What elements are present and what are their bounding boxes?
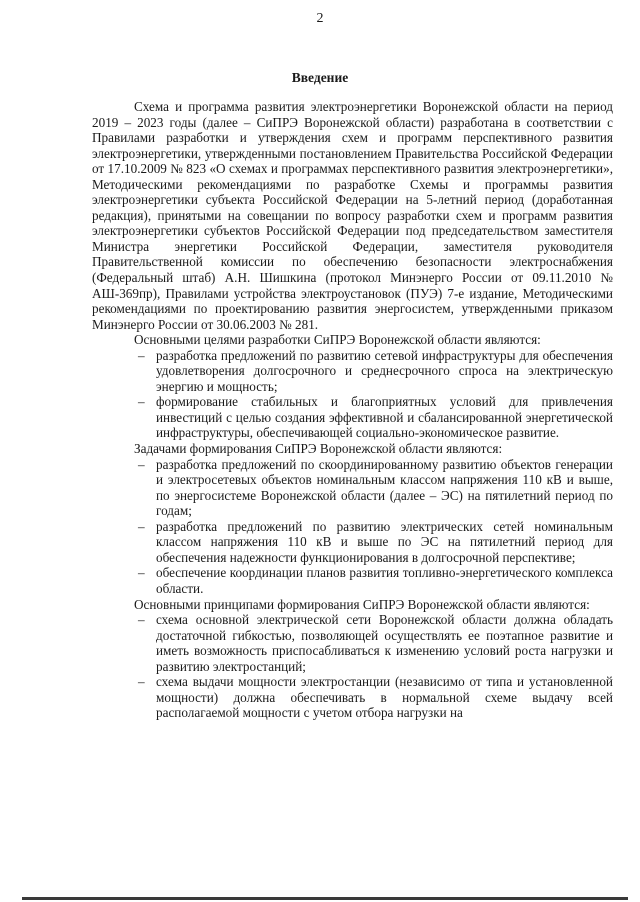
list-item: – разработка предложений по развитию сетевой инфраструктуры для обеспечения удовлетворения долгосрочного и среднесрочного спроса на электрическую энергию и мощность; bbox=[92, 348, 613, 395]
tasks-lead: Задачами формирования СиПРЭ Воронежской области являются: bbox=[134, 441, 503, 457]
list-item: – обеспечение координации планов развития топливно-энергетического комплекса области. bbox=[92, 565, 613, 596]
page-number: 2 bbox=[316, 11, 324, 26]
list-item: – формирование стабильных и благоприятных условий для привлечения инвестиций с целью создания эффективной и сбалансированной энергетической инфраструктуры, обеспечивающей социально-экономическое развитие. bbox=[92, 394, 613, 441]
goals-lead: Основными целями разработки СиПРЭ Воронежской области являются: bbox=[134, 332, 541, 348]
list-item: – схема выдачи мощности электростанции (независимо от типа и установленной мощности) должна обеспечивать в нормальной схеме выдачу всей располагаемой мощности с учетом отбора нагрузки на bbox=[92, 674, 613, 721]
bottom-border-line bbox=[22, 897, 628, 900]
document-body bbox=[92, 99, 613, 721]
list-item: – разработка предложений по скоординированному развитию объектов генерации и электросетевых объектов номинальным классом напряжения 110 кВ и выше, по энергосистеме Воронежской области (далее – ЭС) на пятилетний период по годам; bbox=[92, 457, 613, 519]
principles-lead: Основными принципами формирования СиПРЭ Воронежской области являются: bbox=[134, 596, 590, 612]
list-item: – разработка предложений по развитию электрических сетей номинальным классом напряжения 110 кВ и выше по ЭС на пятилетний период для обеспечения надежности функционирования в долгосрочной перспективе; bbox=[92, 519, 613, 566]
principles-list bbox=[92, 612, 613, 721]
goals-list bbox=[92, 348, 613, 441]
section-heading: Введение bbox=[291, 70, 349, 85]
list-item: – схема основной электрической сети Воронежской области должна обладать достаточной гибкостью, позволяющей осуществлять ее поэтапное развитие и иметь возможность приспосабливаться к изменению условий роста нагрузки и развитию электростанций; bbox=[92, 612, 613, 674]
tasks-list bbox=[92, 457, 613, 597]
intro-paragraph: Схема и программа развития электроэнергетики Воронежской области на период 2019 – 2023 годы (далее – СиПРЭ Воронежской области) разработана в соответствии с Правилами разработки и утверждения схем и программ перспективного развития электроэнергетики, утвержденными постановлением Правительства Российской Федерации от 17.10.2009 № 823 «О схемах и программах перспективного развития электроэнергетики», Методическими рекомендациями по разработке Схемы и программы развития электроэнергетики субъекта Российской Федерации на 5-летний период (доработанная редакция), принятыми на совещании по вопросу разработки схем и программ развития электроэнергетики субъектов Российской Федерации под председательством заместителя Министра энергетики Российской Федерации, заместителя руководителя Правительственной комиссии по обеспечению безопасности электроснабжения (Федеральный штаб) А.Н. Шишкина (протокол Минэнерго России от 09.11.2010 № АШ-369пр), Правилами устройства электроустановок (ПУЭ) 7-е издание, Методическими рекомендациями по проектированию развития энергосистем, утвержденными приказом Минэнерго России от 30.06.2003 № 281. bbox=[92, 99, 613, 332]
